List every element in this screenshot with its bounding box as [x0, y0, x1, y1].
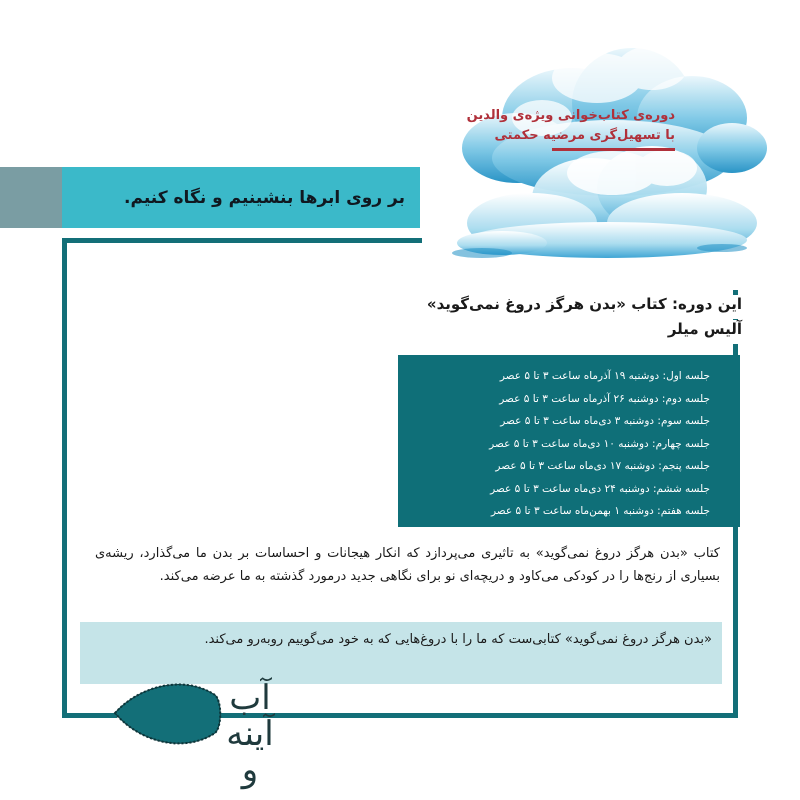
title-underline	[552, 148, 675, 151]
session-item: جلسه ششم: دوشنبه ۲۴ دی‌ماه ساعت ۳ تا ۵ عصر	[490, 482, 710, 495]
frame-bottom-line-left	[62, 713, 117, 718]
logo-wordmark: آب آینه و	[226, 678, 274, 790]
course-facilitator: با تسهیل‌گری مرضیه حکمتی	[494, 128, 675, 143]
banner-left-strip	[0, 167, 62, 228]
headline-text: بر روی ابرها بنشینیم و نگاه کنیم.	[124, 187, 405, 208]
frame-left-line	[62, 238, 67, 718]
book-author: آلیس میلر	[560, 320, 742, 344]
session-item: جلسه اول: دوشنبه ۱۹ آذرماه ساعت ۳ تا ۵ عصر	[499, 370, 710, 382]
session-item: جلسه دوم: دوشنبه ۲۶ آذرماه ساعت ۳ تا ۵ عصر	[499, 392, 710, 405]
schedule-box	[398, 355, 740, 527]
frame-top-line	[62, 238, 422, 243]
session-item: جلسه پنجم: دوشنبه ۱۷ دی‌ماه ساعت ۳ تا ۵ عصر	[495, 460, 710, 472]
session-item: جلسه هفتم: دوشنبه ۱ بهمن‌ماه ساعت ۳ تا ۵ عصر	[490, 505, 710, 517]
book-description: کتاب «بدن هرگز دروغ نمی‌گوید» به تاثیری می‌پردازد که انکار هیجانات و احساسات بر بدن ما می‌گذارد، ریشه‌ی بسیاری از رنج‌ها را در کودکی می‌کاود و دریچه‌ای نو برای نگاهی جدید درمورد گذشته به ما عرضه می‌کند.	[95, 546, 720, 584]
course-title: دوره‌ی کتاب‌خوانی ویژه‌ی والدین	[466, 108, 675, 123]
session-item: جلسه سوم: دوشنبه ۳ دی‌ماه ساعت ۳ تا ۵ عصر	[500, 415, 710, 427]
headline-banner	[62, 167, 420, 228]
session-item: جلسه چهارم: دوشنبه ۱۰ دی‌ماه ساعت ۳ تا ۵ عصر	[489, 437, 710, 450]
quote-text: «بدن هرگز دروغ نمی‌گوید» کتابی‌ست که ما را با دروغ‌هایی که به خود می‌گوییم روبه‌رو می‌کند.	[204, 632, 712, 647]
book-title: این دوره: کتاب «بدن هرگز دروغ نمی‌گوید»	[380, 295, 742, 319]
